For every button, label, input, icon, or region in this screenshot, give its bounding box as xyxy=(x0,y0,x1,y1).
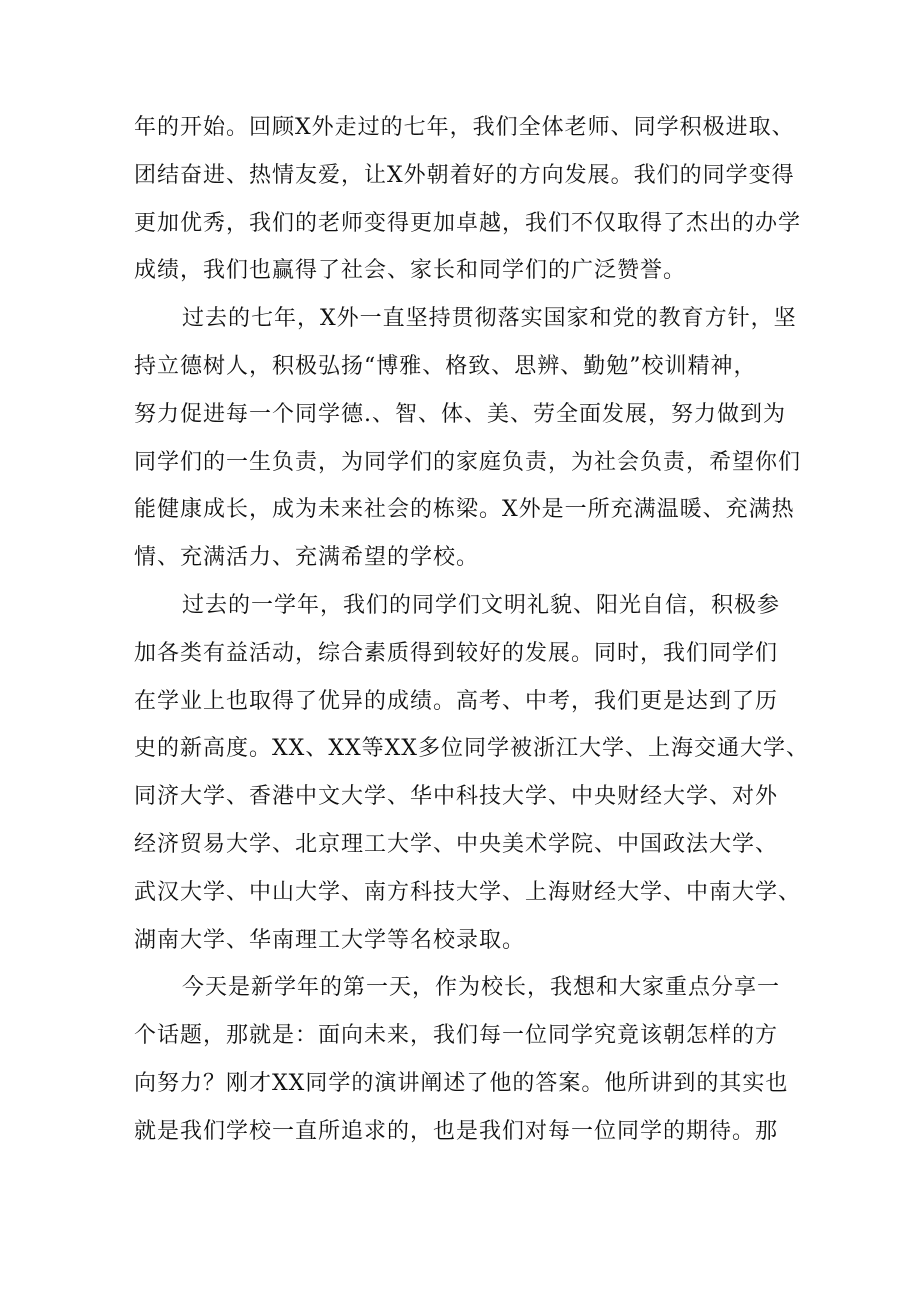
text-line: 同学们的一生负责，为同学们的家庭负责，为社会负责，希望你们 xyxy=(134,449,802,475)
paragraph-4 xyxy=(134,964,794,1155)
text-line: 年的开始。回顾X外走过的七年，我们全体老师、同学积极进取、 xyxy=(134,115,795,140)
paragraph-2 xyxy=(134,295,802,582)
text-line: 武汉大学、中山大学、南方科技大学、上海财经大学、中南大学、 xyxy=(134,879,802,905)
text-line: 湖南大学、华南理工大学等名校录取。 xyxy=(134,927,526,953)
text-line: 向努力？刚才XX同学的演讲阐述了他的答案。他所讲到的其实也 xyxy=(134,1070,789,1096)
text-line: 史的新高度。XX、XX等XX多位同学被浙江大学、上海交通大学、 xyxy=(134,736,809,762)
text-line: 能健康成长，成为未来社会的栋梁。X外是一所充满温暖、充满热 xyxy=(134,497,795,523)
text-line: 成绩，我们也赢得了社会、家长和同学们的广泛赞誉。 xyxy=(134,258,687,284)
text-line: 个话题，那就是：面向未来，我们每一位同学究竟该朝怎样的方 xyxy=(134,1023,779,1049)
text-line: 持立德树人，积极弘扬“博雅、格致、思辨、勤勉”校训精神， xyxy=(134,353,757,379)
text-line: 同济大学、香港中文大学、华中科技大学、中央财经大学、对外 xyxy=(134,784,779,810)
text-line: 情、充满活力、充满希望的学校。 xyxy=(134,545,480,571)
text-line: 团结奋进、热情友爱，让X外朝着好的方向发展。我们的同学变得 xyxy=(134,162,795,188)
text-line: 加各类有益活动，综合素质得到较好的发展。同时，我们同学们 xyxy=(134,640,779,666)
text-line: 就是我们学校一直所追求的，也是我们对每一位同学的期待。那 xyxy=(134,1118,779,1144)
text-line: 今天是新学年的第一天，作为校长，我想和大家重点分享一 xyxy=(182,975,781,1001)
text-line: 努力促进每一个同学德.、智、体、美、劳全面发展，努力做到为 xyxy=(134,401,786,427)
text-line: 更加优秀，我们的老师变得更加卓越，我们不仅取得了杰出的办学 xyxy=(134,210,802,236)
text-line: 经济贸易大学、北京理工大学、中央美术学院、中国政法大学、 xyxy=(134,831,779,857)
text-line: 过去的七年，X外一直坚持贯彻落实国家和党的教育方针，坚 xyxy=(182,306,797,332)
text-line: 过去的一学年，我们的同学们文明礼貌、阳光自信，积极参 xyxy=(182,592,781,618)
text-line: 在学业上也取得了优异的成绩。高考、中考，我们更是达到了历 xyxy=(134,688,779,714)
paragraph-3 xyxy=(134,582,809,964)
document-page xyxy=(134,104,809,1156)
paragraph-1 xyxy=(134,104,802,295)
